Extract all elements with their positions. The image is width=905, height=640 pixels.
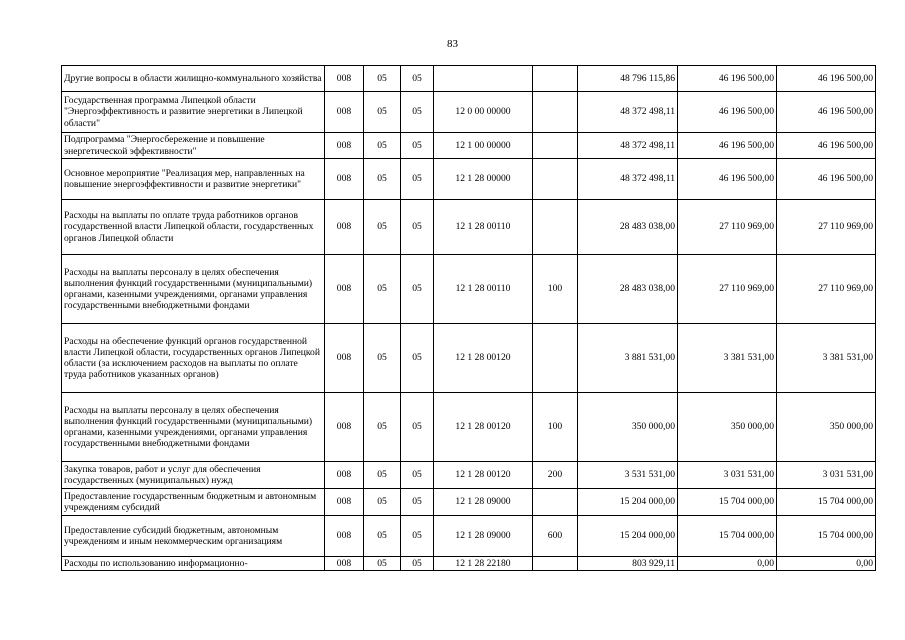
row-name: Расходы по использованию информационно-	[62, 557, 325, 571]
subsection-code: 05	[401, 516, 434, 557]
target-article: 12 1 00 00000	[434, 133, 533, 159]
amount-year-3: 27 110 969,00	[777, 255, 876, 324]
table-row	[62, 462, 876, 489]
ministry-code: 008	[325, 255, 364, 324]
amount-year-2: 46 196 500,00	[678, 66, 777, 92]
table-row	[62, 92, 876, 133]
amount-year-2: 27 110 969,00	[678, 200, 777, 255]
expense-type: 100	[533, 393, 578, 462]
amount-year-1: 48 372 498,11	[578, 133, 678, 159]
amount-year-3: 0,00	[777, 557, 876, 571]
amount-year-2: 15 704 000,00	[678, 516, 777, 557]
expense-type: 100	[533, 255, 578, 324]
ministry-code: 008	[325, 159, 364, 200]
target-article	[434, 66, 533, 92]
target-article: 12 1 28 09000	[434, 489, 533, 516]
row-name: Государственная программа Липецкой области "Энергоэффективность и развитие энергетики в Липецкой области"	[62, 92, 325, 133]
ministry-code: 008	[325, 66, 364, 92]
subsection-code: 05	[401, 557, 434, 571]
table-row	[62, 133, 876, 159]
subsection-code: 05	[401, 66, 434, 92]
row-name: Закупка товаров, работ и услуг для обеспечения государственных (муниципальных) нужд	[62, 462, 325, 489]
amount-year-3: 3 031 531,00	[777, 462, 876, 489]
amount-year-2: 0,00	[678, 557, 777, 571]
section-code: 05	[364, 557, 401, 571]
amount-year-3: 46 196 500,00	[777, 133, 876, 159]
amount-year-2: 15 704 000,00	[678, 489, 777, 516]
table-row	[62, 324, 876, 393]
amount-year-1: 28 483 038,00	[578, 200, 678, 255]
expense-type	[533, 159, 578, 200]
row-name: Предоставление государственным бюджетным и автономным учреждениям субсидий	[62, 489, 325, 516]
table-row	[62, 66, 876, 92]
page-number: 83	[447, 38, 458, 50]
expense-type: 600	[533, 516, 578, 557]
ministry-code: 008	[325, 489, 364, 516]
expense-type	[533, 200, 578, 255]
subsection-code: 05	[401, 324, 434, 393]
expense-type	[533, 489, 578, 516]
ministry-code: 008	[325, 200, 364, 255]
amount-year-1: 3 881 531,00	[578, 324, 678, 393]
ministry-code: 008	[325, 133, 364, 159]
ministry-code: 008	[325, 462, 364, 489]
amount-year-2: 46 196 500,00	[678, 133, 777, 159]
expense-type	[533, 133, 578, 159]
target-article: 12 1 28 22180	[434, 557, 533, 571]
subsection-code: 05	[401, 462, 434, 489]
amount-year-2: 27 110 969,00	[678, 255, 777, 324]
amount-year-2: 46 196 500,00	[678, 159, 777, 200]
row-name: Предоставление субсидий бюджетным, автономным учреждениям и иным некоммерческим организациям	[62, 516, 325, 557]
expense-type	[533, 92, 578, 133]
table-row	[62, 393, 876, 462]
target-article: 12 1 28 00110	[434, 200, 533, 255]
subsection-code: 05	[401, 393, 434, 462]
amount-year-2: 46 196 500,00	[678, 92, 777, 133]
target-article: 12 1 28 00110	[434, 255, 533, 324]
amount-year-1: 3 531 531,00	[578, 462, 678, 489]
amount-year-2: 3 031 531,00	[678, 462, 777, 489]
amount-year-3: 27 110 969,00	[777, 200, 876, 255]
amount-year-3: 350 000,00	[777, 393, 876, 462]
amount-year-1: 28 483 038,00	[578, 255, 678, 324]
target-article: 12 1 28 00120	[434, 393, 533, 462]
section-code: 05	[364, 489, 401, 516]
amount-year-2: 3 381 531,00	[678, 324, 777, 393]
amount-year-1: 48 372 498,11	[578, 92, 678, 133]
subsection-code: 05	[401, 92, 434, 133]
amount-year-1: 48 372 498,11	[578, 159, 678, 200]
table-row	[62, 200, 876, 255]
expense-type: 200	[533, 462, 578, 489]
section-code: 05	[364, 92, 401, 133]
amount-year-3: 46 196 500,00	[777, 66, 876, 92]
ministry-code: 008	[325, 393, 364, 462]
budget-table	[61, 65, 876, 571]
section-code: 05	[364, 159, 401, 200]
section-code: 05	[364, 393, 401, 462]
table-row	[62, 489, 876, 516]
row-name: Основное мероприятие "Реализация мер, направленных на повышение энергоэффективности и развитие энергетики"	[62, 159, 325, 200]
amount-year-2: 350 000,00	[678, 393, 777, 462]
expense-type	[533, 557, 578, 571]
amount-year-1: 15 204 000,00	[578, 516, 678, 557]
target-article: 12 1 28 09000	[434, 516, 533, 557]
subsection-code: 05	[401, 200, 434, 255]
expense-type	[533, 66, 578, 92]
amount-year-3: 46 196 500,00	[777, 92, 876, 133]
table-row	[62, 516, 876, 557]
target-article: 12 1 28 00000	[434, 159, 533, 200]
table-row	[62, 557, 876, 571]
subsection-code: 05	[401, 133, 434, 159]
section-code: 05	[364, 66, 401, 92]
section-code: 05	[364, 324, 401, 393]
ministry-code: 008	[325, 516, 364, 557]
table-row	[62, 159, 876, 200]
ministry-code: 008	[325, 557, 364, 571]
row-name: Расходы на выплаты персоналу в целях обеспечения выполнения функций государственными (муниципальными) органами, казенными учреждениями, органами управления государственными внебюджетными фондами	[62, 393, 325, 462]
section-code: 05	[364, 133, 401, 159]
ministry-code: 008	[325, 92, 364, 133]
row-name: Подпрограмма "Энергосбережение и повышение энергетической эффективности"	[62, 133, 325, 159]
amount-year-3: 15 704 000,00	[777, 489, 876, 516]
amount-year-3: 3 381 531,00	[777, 324, 876, 393]
subsection-code: 05	[401, 255, 434, 324]
amount-year-1: 15 204 000,00	[578, 489, 678, 516]
expense-type	[533, 324, 578, 393]
row-name: Расходы на выплаты по оплате труда работников органов государственной власти Липецкой области, государственных органов Липецкой области	[62, 200, 325, 255]
ministry-code: 008	[325, 324, 364, 393]
subsection-code: 05	[401, 489, 434, 516]
amount-year-1: 803 929,11	[578, 557, 678, 571]
subsection-code: 05	[401, 159, 434, 200]
amount-year-1: 350 000,00	[578, 393, 678, 462]
amount-year-3: 46 196 500,00	[777, 159, 876, 200]
row-name: Другие вопросы в области жилищно-коммунального хозяйства	[62, 66, 325, 92]
section-code: 05	[364, 200, 401, 255]
amount-year-3: 15 704 000,00	[777, 516, 876, 557]
section-code: 05	[364, 462, 401, 489]
row-name: Расходы на выплаты персоналу в целях обеспечения выполнения функций государственными (муниципальными) органами, казенными учреждениями, органами управления государственными внебюджетными фондами	[62, 255, 325, 324]
row-name: Расходы на обеспечение функций органов государственной власти Липецкой области, государственных органов Липецкой области (за исключением расходов на выплаты по оплате труда работников указанных органов)	[62, 324, 325, 393]
target-article: 12 0 00 00000	[434, 92, 533, 133]
target-article: 12 1 28 00120	[434, 462, 533, 489]
table-row	[62, 255, 876, 324]
target-article: 12 1 28 00120	[434, 324, 533, 393]
section-code: 05	[364, 516, 401, 557]
section-code: 05	[364, 255, 401, 324]
amount-year-1: 48 796 115,86	[578, 66, 678, 92]
